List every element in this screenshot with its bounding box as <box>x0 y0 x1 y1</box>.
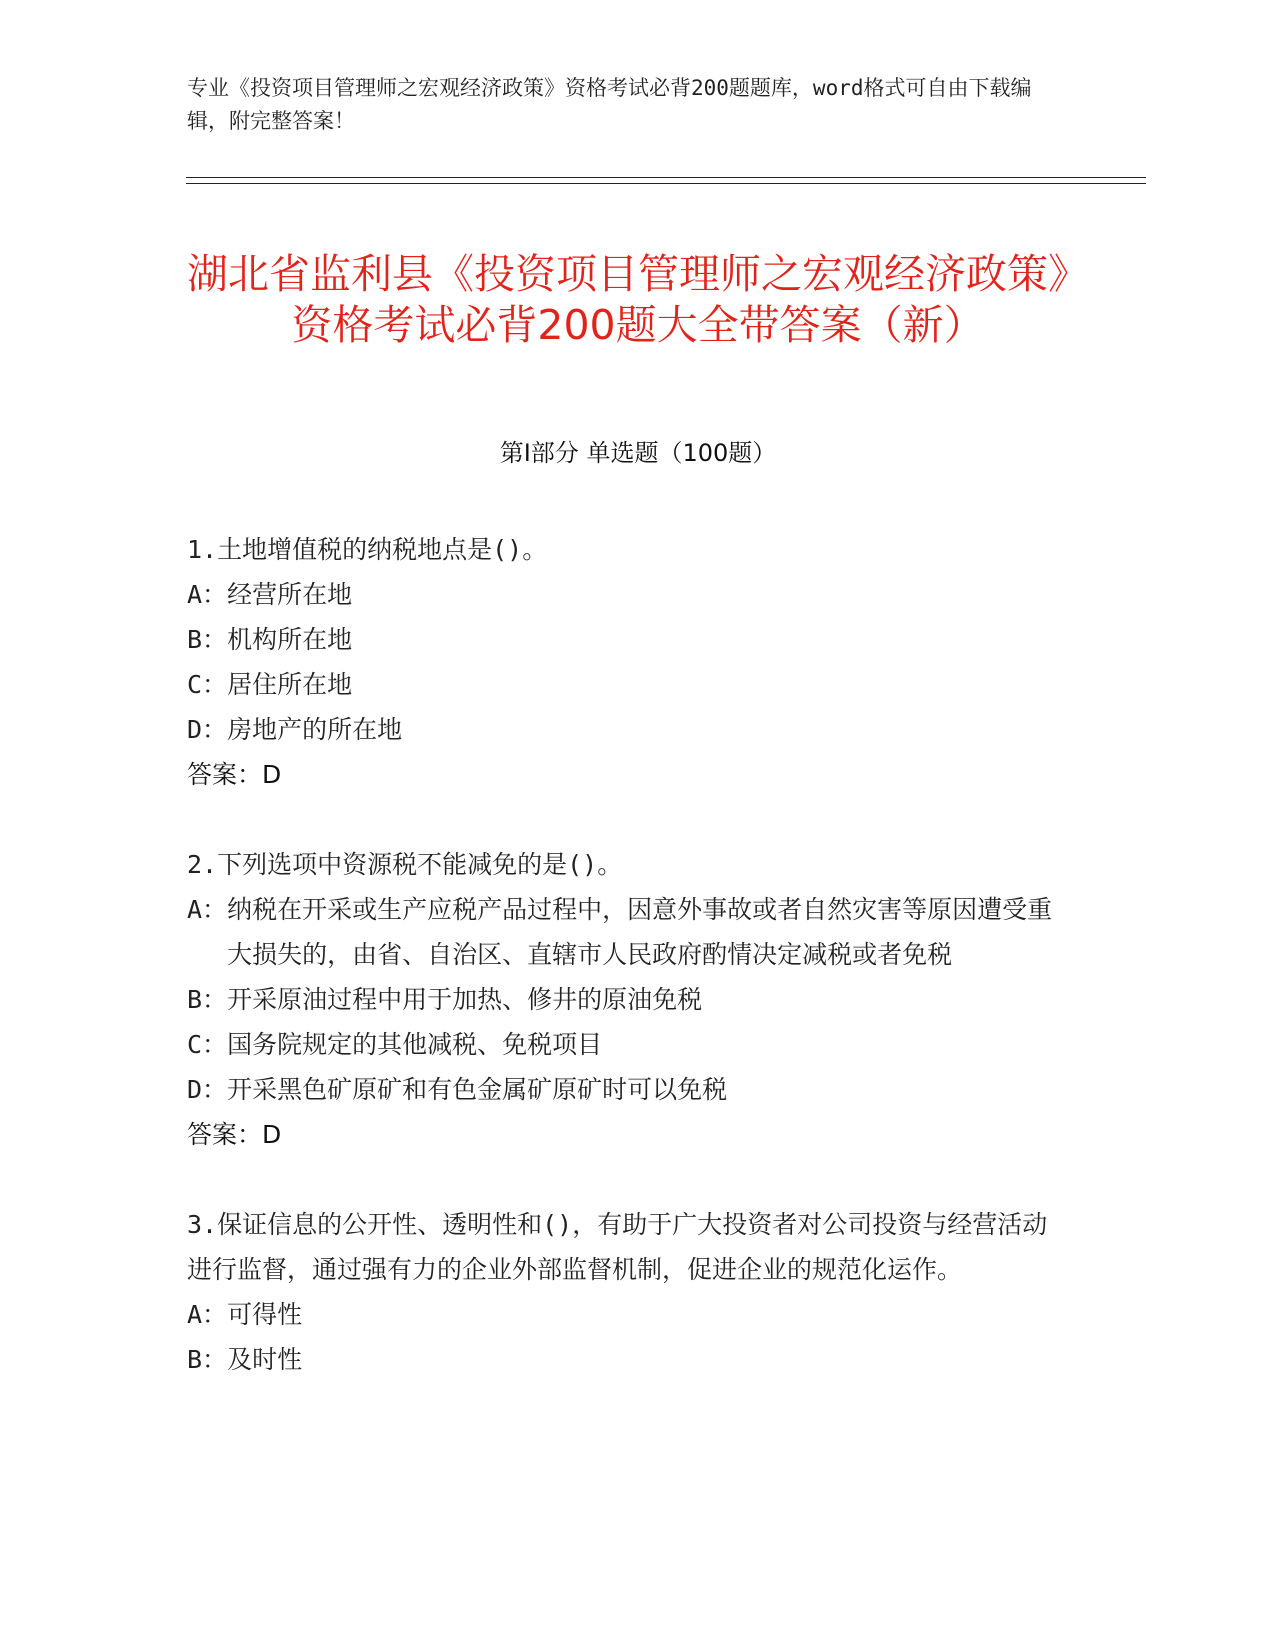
option-text: 开采原油过程中用于加热、修井的原油免税 <box>227 985 703 1014</box>
answer-line: 答案：D <box>187 760 282 789</box>
document-title: 湖北省监利县《投资项目管理师之宏观经济政策》资格考试必背200题大全带答案（新） <box>187 250 1089 350</box>
option-text: 房地产的所在地 <box>227 715 403 744</box>
option-b <box>187 977 1072 1022</box>
question-3 <box>187 1202 1072 1382</box>
question-list <box>187 527 1072 1427</box>
question-2 <box>187 842 1072 1157</box>
option-d <box>187 707 1072 752</box>
option-b <box>187 1337 1072 1382</box>
option-text: 机构所在地 <box>227 625 353 654</box>
option-text: 可得性 <box>227 1300 303 1329</box>
option-letter: B： <box>187 1345 228 1374</box>
option-text: 经营所在地 <box>227 580 353 609</box>
header-note: 专业《投资项目管理师之宏观经济政策》资格考试必背200题题库，word格式可自由下载编辑，附完整答案！ <box>187 76 1032 133</box>
option-letter: A： <box>187 895 228 924</box>
option-letter: A： <box>187 1300 228 1329</box>
option-letter: C： <box>187 1030 228 1059</box>
option-text: 纳税在开采或生产应税产品过程中，因意外事故或者自然灾害等原因遭受重大损失的，由省、自治区、直辖市人民政府酌情决定减税或者免税 <box>227 895 1053 969</box>
question-stem: 3.保证信息的公开性、透明性和()，有助于广大投资者对公司投资与经营活动进行监督，通过强有力的企业外部监督机制，促进企业的规范化运作。 <box>187 1210 1048 1284</box>
option-a <box>187 887 1072 977</box>
option-text: 居住所在地 <box>227 670 353 699</box>
option-letter: D： <box>187 1075 228 1104</box>
option-letter: B： <box>187 985 228 1014</box>
option-text: 及时性 <box>227 1345 303 1374</box>
option-letter: C： <box>187 670 228 699</box>
question-1 <box>187 527 1072 797</box>
option-letter: D： <box>187 715 228 744</box>
option-d <box>187 1067 1072 1112</box>
option-text: 开采黑色矿原矿和有色金属矿原矿时可以免税 <box>227 1075 728 1104</box>
section-title: 第Ⅰ部分 单选题（100题） <box>499 439 777 467</box>
option-a <box>187 572 1072 617</box>
option-a <box>187 1292 1072 1337</box>
option-text: 国务院规定的其他减税、免税项目 <box>227 1030 603 1059</box>
option-c <box>187 1022 1072 1067</box>
option-b <box>187 617 1072 662</box>
question-stem: 2.下列选项中资源税不能减免的是()。 <box>187 850 623 879</box>
option-letter: B： <box>187 625 228 654</box>
answer-line: 答案：D <box>187 1120 282 1149</box>
option-c <box>187 662 1072 707</box>
question-stem: 1.土地增值税的纳税地点是()。 <box>187 535 548 564</box>
option-letter: A： <box>187 580 228 609</box>
header-divider <box>186 177 1146 184</box>
